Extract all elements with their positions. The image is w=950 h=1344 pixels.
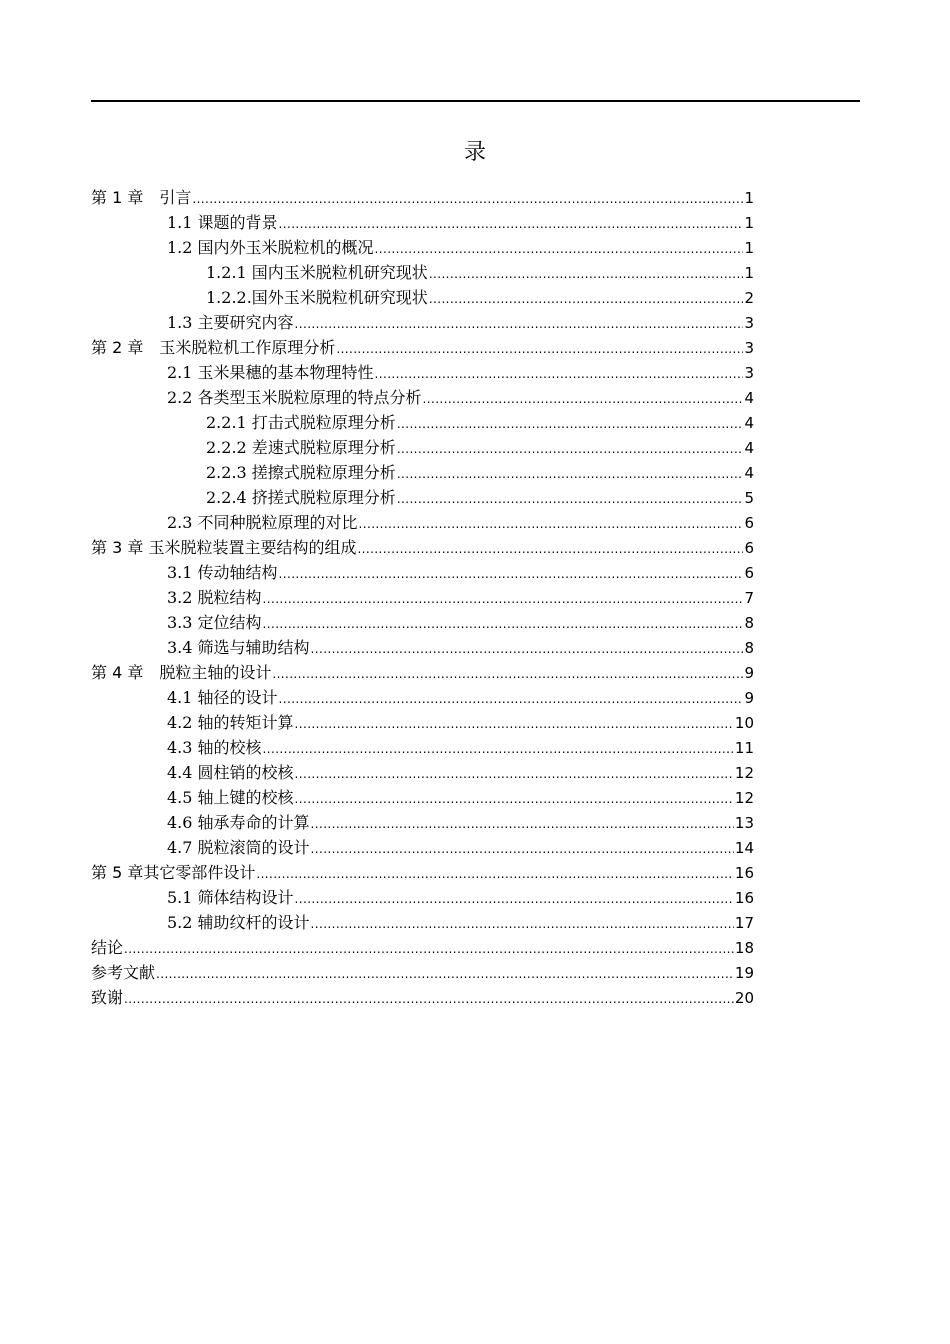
toc-entry-label: 1.3 主要研究内容 (167, 313, 294, 332)
toc-dot-leader (295, 712, 734, 737)
toc-entry-label: 2.2.4 挤搓式脱粒原理分析 (206, 488, 396, 507)
toc-entry[interactable] (91, 310, 754, 335)
toc-entry[interactable] (91, 760, 754, 785)
table-of-contents (91, 185, 754, 1010)
toc-entry[interactable] (91, 235, 754, 260)
toc-entry-page-number: 5 (744, 489, 754, 507)
toc-entry-label: 2.1 玉米果穗的基本物理特性 (167, 363, 374, 382)
toc-dot-leader (429, 262, 744, 287)
toc-entry[interactable] (91, 635, 754, 660)
toc-entry-label: 4.3 轴的校核 (167, 738, 262, 757)
toc-entry-page-number: 4 (744, 389, 754, 407)
toc-entry[interactable] (91, 510, 754, 535)
toc-entry[interactable] (91, 785, 754, 810)
toc-entry-page-number: 8 (744, 614, 754, 632)
toc-dot-leader (295, 762, 734, 787)
toc-entry[interactable] (91, 360, 754, 385)
toc-entry-label: 4.7 脱粒滚筒的设计 (167, 838, 310, 857)
toc-entry-page-number: 4 (744, 464, 754, 482)
toc-dot-leader (124, 937, 734, 962)
toc-entry-label: 第 3 章 玉米脱粒装置主要结构的组成 (91, 538, 357, 557)
toc-entry-label: 2.3 不同种脱粒原理的对比 (167, 513, 358, 532)
toc-entry-label: 1.2.2.国外玉米脱粒机研究现状 (206, 288, 428, 307)
toc-entry-label: 4.5 轴上键的校核 (167, 788, 294, 807)
toc-entry-label: 3.1 传动轴结构 (167, 563, 278, 582)
toc-entry[interactable] (91, 935, 754, 960)
toc-entry[interactable] (91, 285, 754, 310)
toc-dot-leader (429, 287, 744, 312)
toc-entry-label: 2.2.2 差速式脱粒原理分析 (206, 438, 396, 457)
toc-entry[interactable] (91, 685, 754, 710)
toc-dot-leader (256, 862, 734, 887)
toc-dot-leader (397, 462, 744, 487)
toc-entry-label: 3.2 脱粒结构 (167, 588, 262, 607)
toc-entry-page-number: 6 (744, 539, 754, 557)
toc-entry-label: 1.2 国内外玉米脱粒机的概况 (167, 238, 374, 257)
toc-entry-page-number: 1 (744, 189, 754, 207)
toc-entry-page-number: 7 (744, 589, 754, 607)
toc-dot-leader (295, 312, 744, 337)
toc-entry-label: 1.2.1 国内玉米脱粒机研究现状 (206, 263, 428, 282)
toc-dot-leader (279, 212, 744, 237)
toc-entry[interactable] (91, 585, 754, 610)
toc-entry-page-number: 9 (744, 689, 754, 707)
toc-entry[interactable] (91, 910, 754, 935)
toc-dot-leader (375, 362, 744, 387)
toc-entry[interactable] (91, 410, 754, 435)
toc-dot-leader (279, 687, 744, 712)
toc-dot-leader (124, 987, 734, 1012)
toc-dot-leader (397, 412, 744, 437)
toc-entry-page-number: 6 (744, 564, 754, 582)
toc-entry-page-number: 18 (734, 939, 754, 957)
toc-entry-page-number: 12 (734, 764, 754, 782)
toc-entry[interactable] (91, 710, 754, 735)
toc-entry-page-number: 17 (734, 914, 754, 932)
toc-dot-leader (311, 812, 734, 837)
toc-entry-label: 4.2 轴的转矩计算 (167, 713, 294, 732)
toc-title: 录 (463, 140, 486, 165)
toc-entry-label: 4.4 圆柱销的校核 (167, 763, 294, 782)
toc-dot-leader (311, 837, 734, 862)
toc-entry-page-number: 1 (744, 239, 754, 257)
toc-entry-label: 结论 (91, 938, 124, 957)
toc-entry-label: 2.2 各类型玉米脱粒原理的特点分析 (167, 388, 422, 407)
toc-entry-label: 第 5 章其它零部件设计 (91, 863, 256, 882)
header-rule (91, 100, 860, 102)
toc-dot-leader (192, 187, 743, 212)
toc-entry-label: 第 4 章 脱粒主轴的设计 (91, 663, 272, 682)
toc-entry-page-number: 13 (734, 814, 754, 832)
toc-entry[interactable] (91, 885, 754, 910)
toc-dot-leader (336, 337, 743, 362)
toc-entry-page-number: 8 (744, 639, 754, 657)
toc-entry-page-number: 1 (744, 214, 754, 232)
toc-entry[interactable] (91, 210, 754, 235)
toc-dot-leader (156, 962, 734, 987)
toc-entry-page-number: 20 (734, 989, 754, 1007)
toc-entry[interactable] (91, 435, 754, 460)
toc-entry-label: 致谢 (91, 988, 124, 1007)
toc-entry-page-number: 9 (744, 664, 754, 682)
toc-entry-page-number: 16 (734, 864, 754, 882)
toc-dot-leader (272, 662, 743, 687)
toc-entry-page-number: 3 (744, 339, 754, 357)
toc-entry-label: 4.6 轴承寿命的计算 (167, 813, 310, 832)
toc-entry[interactable] (91, 260, 754, 285)
toc-entry-page-number: 4 (744, 414, 754, 432)
toc-dot-leader (263, 612, 744, 637)
toc-entry[interactable] (91, 985, 754, 1010)
toc-entry[interactable] (91, 385, 754, 410)
toc-entry-page-number: 19 (734, 964, 754, 982)
toc-entry[interactable] (91, 560, 754, 585)
toc-entry[interactable] (91, 610, 754, 635)
toc-entry-page-number: 12 (734, 789, 754, 807)
toc-dot-leader (397, 437, 744, 462)
toc-entry-label: 1.1 课题的背景 (167, 213, 278, 232)
toc-entry-label: 2.2.3 搓擦式脱粒原理分析 (206, 463, 396, 482)
toc-dot-leader (279, 562, 744, 587)
toc-entry-page-number: 3 (744, 364, 754, 382)
toc-entry[interactable] (91, 810, 754, 835)
toc-entry-label: 3.3 定位结构 (167, 613, 262, 632)
toc-entry[interactable] (91, 485, 754, 510)
toc-dot-leader (311, 637, 744, 662)
toc-entry-label: 4.1 轴径的设计 (167, 688, 278, 707)
toc-entry[interactable] (91, 335, 754, 360)
toc-dot-leader (311, 912, 734, 937)
toc-entry-page-number: 6 (744, 514, 754, 532)
toc-dot-leader (423, 387, 744, 412)
toc-entry-label: 3.4 筛选与辅助结构 (167, 638, 310, 657)
toc-dot-leader (375, 237, 744, 262)
toc-entry-page-number: 14 (734, 839, 754, 857)
toc-entry-label: 2.2.1 打击式脱粒原理分析 (206, 413, 396, 432)
toc-entry[interactable] (91, 735, 754, 760)
toc-dot-leader (359, 512, 744, 537)
toc-dot-leader (295, 787, 734, 812)
toc-entry-label: 参考文献 (91, 963, 156, 982)
toc-entry[interactable] (91, 185, 754, 210)
toc-dot-leader (397, 487, 744, 512)
toc-entry[interactable] (91, 460, 754, 485)
toc-dot-leader (357, 537, 743, 562)
toc-entry[interactable] (91, 535, 754, 560)
toc-dot-leader (263, 737, 734, 762)
toc-entry[interactable] (91, 960, 754, 985)
toc-entry-page-number: 11 (734, 739, 754, 757)
toc-entry-label: 5.2 辅助纹杆的设计 (167, 913, 310, 932)
toc-entry[interactable] (91, 860, 754, 885)
toc-entry-page-number: 4 (744, 439, 754, 457)
toc-dot-leader (295, 887, 734, 912)
toc-entry-page-number: 2 (744, 289, 754, 307)
toc-entry-page-number: 16 (734, 889, 754, 907)
toc-entry-label: 第 1 章 引言 (91, 188, 192, 207)
toc-entry-page-number: 3 (744, 314, 754, 332)
toc-entry[interactable] (91, 835, 754, 860)
toc-entry-label: 第 2 章 玉米脱粒机工作原理分析 (91, 338, 336, 357)
toc-entry-label: 5.1 筛体结构设计 (167, 888, 294, 907)
toc-entry-page-number: 1 (744, 264, 754, 282)
toc-entry-page-number: 10 (734, 714, 754, 732)
toc-entry[interactable] (91, 660, 754, 685)
toc-dot-leader (263, 587, 744, 612)
